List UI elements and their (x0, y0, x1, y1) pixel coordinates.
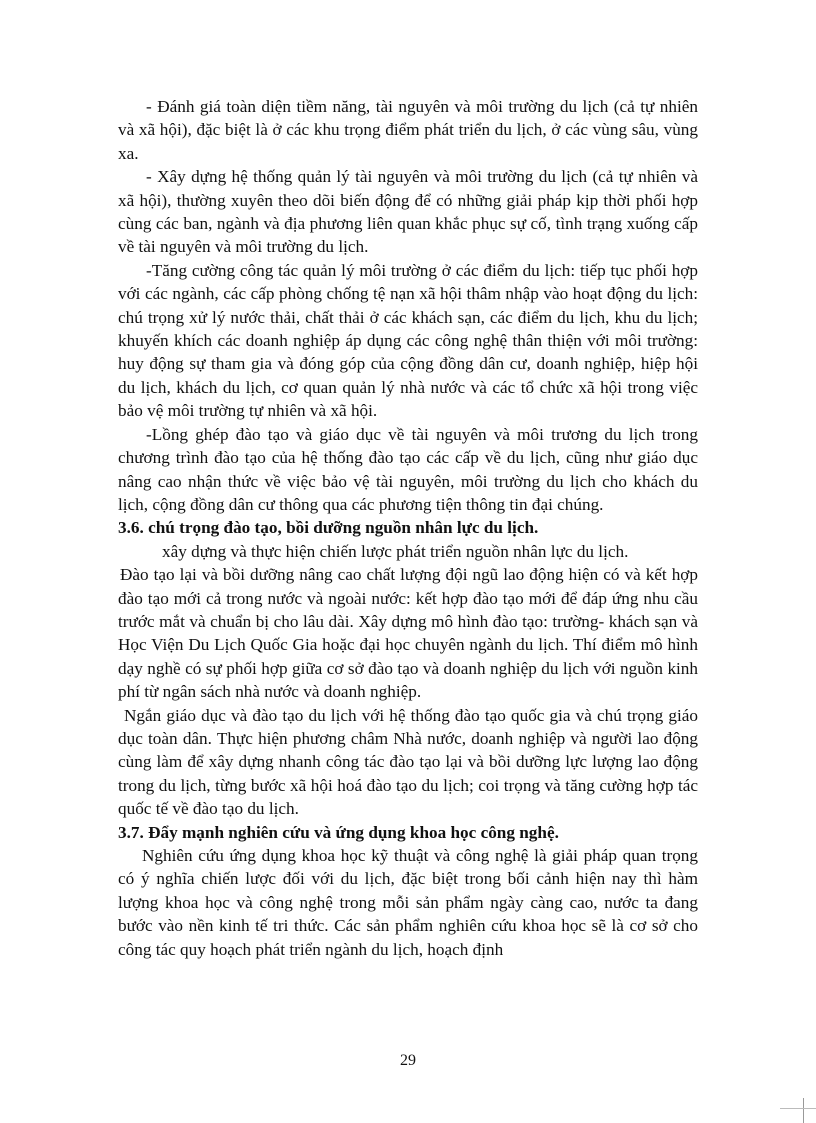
page-edge-line-horizontal (780, 1108, 816, 1109)
document-body (118, 95, 698, 961)
paragraph-education-integration: -Lồng ghép đào tạo và giáo dục về tài nguyên và môi trương du lịch trong chương trình đào tạo của hệ thống đào tạo các cấp về du lịch, cũng như giáo dục nâng cao nhận thức về việc bảo vệ tài nguyên, môi trường du lịch cho khách du lịch, cộng đồng dân cư thông qua các phương tiện thông tin đại chúng. (118, 424, 698, 514)
paragraph-management-system: - Xây dựng hệ thống quản lý tài nguyên và môi trường du lịch (cả tự nhiên và xã hội), thường xuyên theo dõi biến động để có những giải pháp kịp thời phối hợp cùng các ban, ngành và địa phương liên quan khắc phục sự cố, tình trạng xuống cấp về tài nguyên và môi trường du lịch. (118, 167, 698, 257)
paragraph-retraining: Đào tạo lại và bồi dưỡng nâng cao chất lượng đội ngũ lao động hiện có và kết hợp đào tạo mới cả trong nước và ngoài nước: kết hợp đào tạo mới để đáp ứng nhu cầu trước mắt và chuẩn bị cho lâu dài. Xây dựng mô hình đào tạo: trường- khách sạn và Học Viện Du Lịch Quốc Gia hoặc đại học chuyên ngành du lịch. Thí điểm mô hình dạy nghề có sự phối hợp giữa cơ sở đào tạo và doanh nghiệp du lịch với nguồn kinh phí từ ngân sách nhà nước và doanh nghiệp. (118, 565, 698, 702)
page-number: 29 (400, 1052, 416, 1069)
paragraph-environment-management: -Tăng cường công tác quản lý môi trường ở các điểm du lịch: tiếp tục phối hợp với các ngành, các cấp phòng chống tệ nạn xã hội thâm nhập vào hoạt động du lịch: chú trọng xử lý nước thải, chất thải ở các khách sạn, các điểm du lịch, khu du lịch; khuyến khích các doanh nghiệp áp dụng các công nghệ thân thiện với môi trường: huy động sự tham gia và đóng góp của cộng đồng dân cư, doanh nghiệp, hiệp hội du lịch, khách du lịch, cơ quan quản lý nhà nước và các tổ chức xã hội trong việc bảo vệ môi trường tự nhiên và xã hội. (118, 260, 698, 421)
paragraph-assess-resources: - Đánh giá toàn diện tiềm năng, tài nguyên và môi trường du lịch (cả tự nhiên và xã hội), đặc biệt là ở các khu trọng điểm phát triển du lịch, ở các vùng sâu, vùng xa. (118, 97, 698, 163)
page-edge-line-vertical (803, 1098, 804, 1123)
paragraph-education-link: Ngắn giáo dục và đào tạo du lịch với hệ thống đào tạo quốc gia và chú trọng giáo dục toàn dân. Thực hiện phương châm Nhà nước, doanh nghiệp và người lao động cùng làm để xây dựng nhanh công tác đào tạo lại và bồi dưỡng lực lượng lao động trong du lịch, từng bước xã hội hoá đào tạo du lịch; coi trọng và tăng cường hợp tác quốc tế về đào tạo du lịch. (118, 705, 698, 819)
section-heading-3-6: 3.6. chú trọng đào tạo, bồi dưỡng nguồn nhân lực du lịch. (118, 518, 539, 538)
paragraph-research-application: Nghiên cứu ứng dụng khoa học kỹ thuật và công nghệ là giải pháp quan trọng có ý nghĩa chiến lược đối với du lịch, đặc biệt trong bối cảnh hiện nay thì hàm lượng khoa học và công nghệ trong mỗi sản phẩm ngày càng cao, nước ta đang bước vào nền kinh tế tri thức. Các sản phẩm nghiên cứu khoa học sẽ là cơ sở cho công tác quy hoạch phát triển ngành du lịch, hoạch định (118, 846, 698, 959)
paragraph-hr-strategy: xây dựng và thực hiện chiến lược phát triển nguồn nhân lực du lịch. (162, 541, 629, 561)
section-heading-3-7: 3.7. Đẩy mạnh nghiên cứu và ứng dụng khoa học công nghệ. (118, 822, 559, 842)
